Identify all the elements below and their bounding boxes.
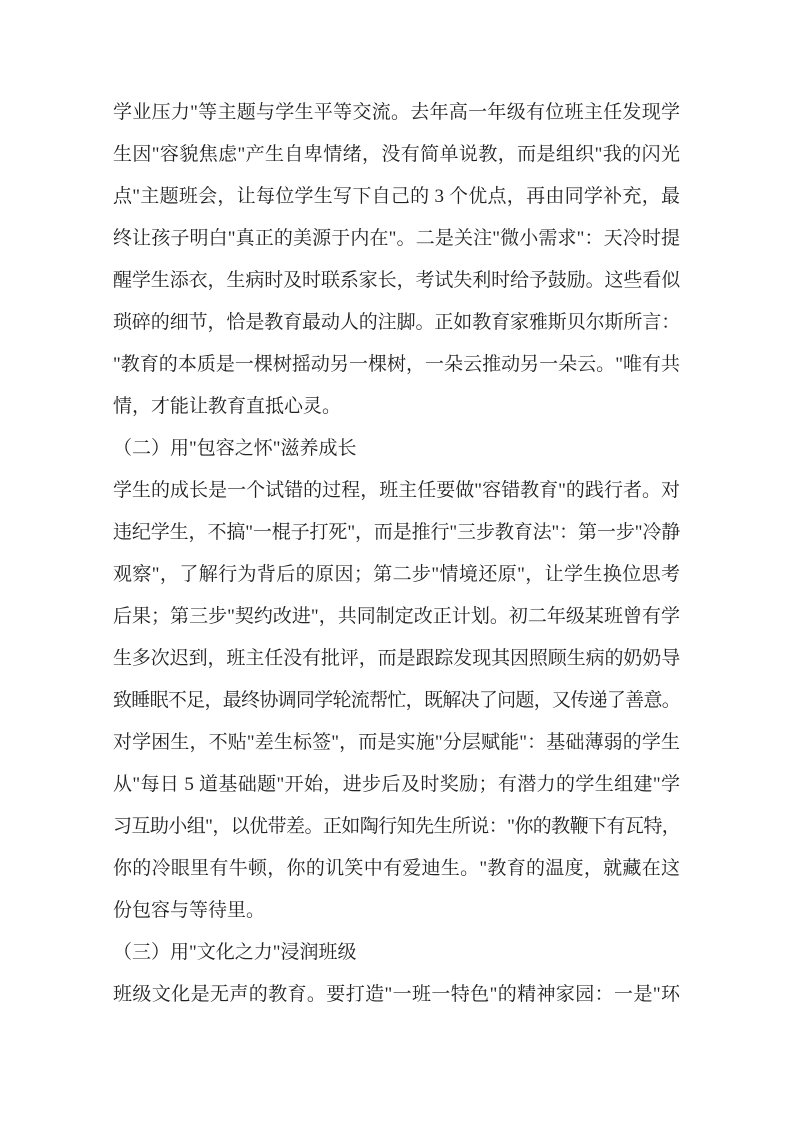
- text-line: 班级文化是无声的教育。要打造"一班一特色"的精神家园：一是"环: [113, 984, 680, 1005]
- text-line: 生因"容貌焦虑"产生自卑情绪，没有简单说教，而是组织"我的闪光: [113, 144, 680, 165]
- text-line: 习互助小组"，以优带差。正如陶行知先生所说："你的教鞭下有瓦特，: [113, 816, 680, 837]
- text-line: 后果；第三步"契约改进"，共同制定改正计划。初二年级某班曾有学: [113, 606, 680, 627]
- text-line: 学生的成长是一个试错的过程，班主任要做"容错教育"的践行者。对: [113, 480, 680, 501]
- text-line: 你的冷眼里有牛顿，你的讥笑中有爱迪生。"教育的温度，就藏在这: [113, 858, 680, 879]
- text-line: 终让孩子明白"真正的美源于内在"。二是关注"微小需求"：天冷时提: [113, 228, 680, 249]
- text-line: 观察"，了解行为背后的原因；第二步"情境还原"，让学生换位思考: [113, 564, 680, 585]
- text-line: 生多次迟到，班主任没有批评，而是跟踪发现其因照顾生病的奶奶导: [113, 648, 680, 669]
- text-line: 从"每日 5 道基础题"开始，进步后及时奖励；有潜力的学生组建"学: [113, 774, 680, 795]
- text-line: 点"主题班会，让每位学生写下自己的 3 个优点，再由同学补充，最: [113, 186, 680, 207]
- text-line: 学业压力"等主题与学生平等交流。去年高一年级有位班主任发现学: [113, 102, 680, 123]
- text-line: 醒学生添衣，生病时及时联系家长，考试失利时给予鼓励。这些看似: [113, 270, 680, 291]
- text-line: 致睡眠不足，最终协调同学轮流帮忙，既解决了问题，又传递了善意。: [113, 690, 680, 711]
- text-line: "教育的本质是一棵树摇动另一棵树，一朵云推动另一朵云。"唯有共: [113, 354, 680, 375]
- text-line: 违纪学生，不搞"一棍子打死"，而是推行"三步教育法"：第一步"冷静: [113, 522, 680, 543]
- section-heading: （三）用"文化之力"浸润班级: [113, 942, 357, 963]
- text-line: 琐碎的细节，恰是教育最动人的注脚。正如教育家雅斯贝尔斯所言：: [113, 312, 680, 333]
- text-block: [113, 92, 680, 1016]
- text-line: 份包容与等待里。: [113, 900, 266, 921]
- section-heading: （二）用"包容之怀"滋养成长: [113, 438, 357, 459]
- text-line: 情，才能让教育直抵心灵。: [113, 396, 342, 417]
- text-line: 对学困生，不贴"差生标签"，而是实施"分层赋能"：基础薄弱的学生: [113, 732, 680, 753]
